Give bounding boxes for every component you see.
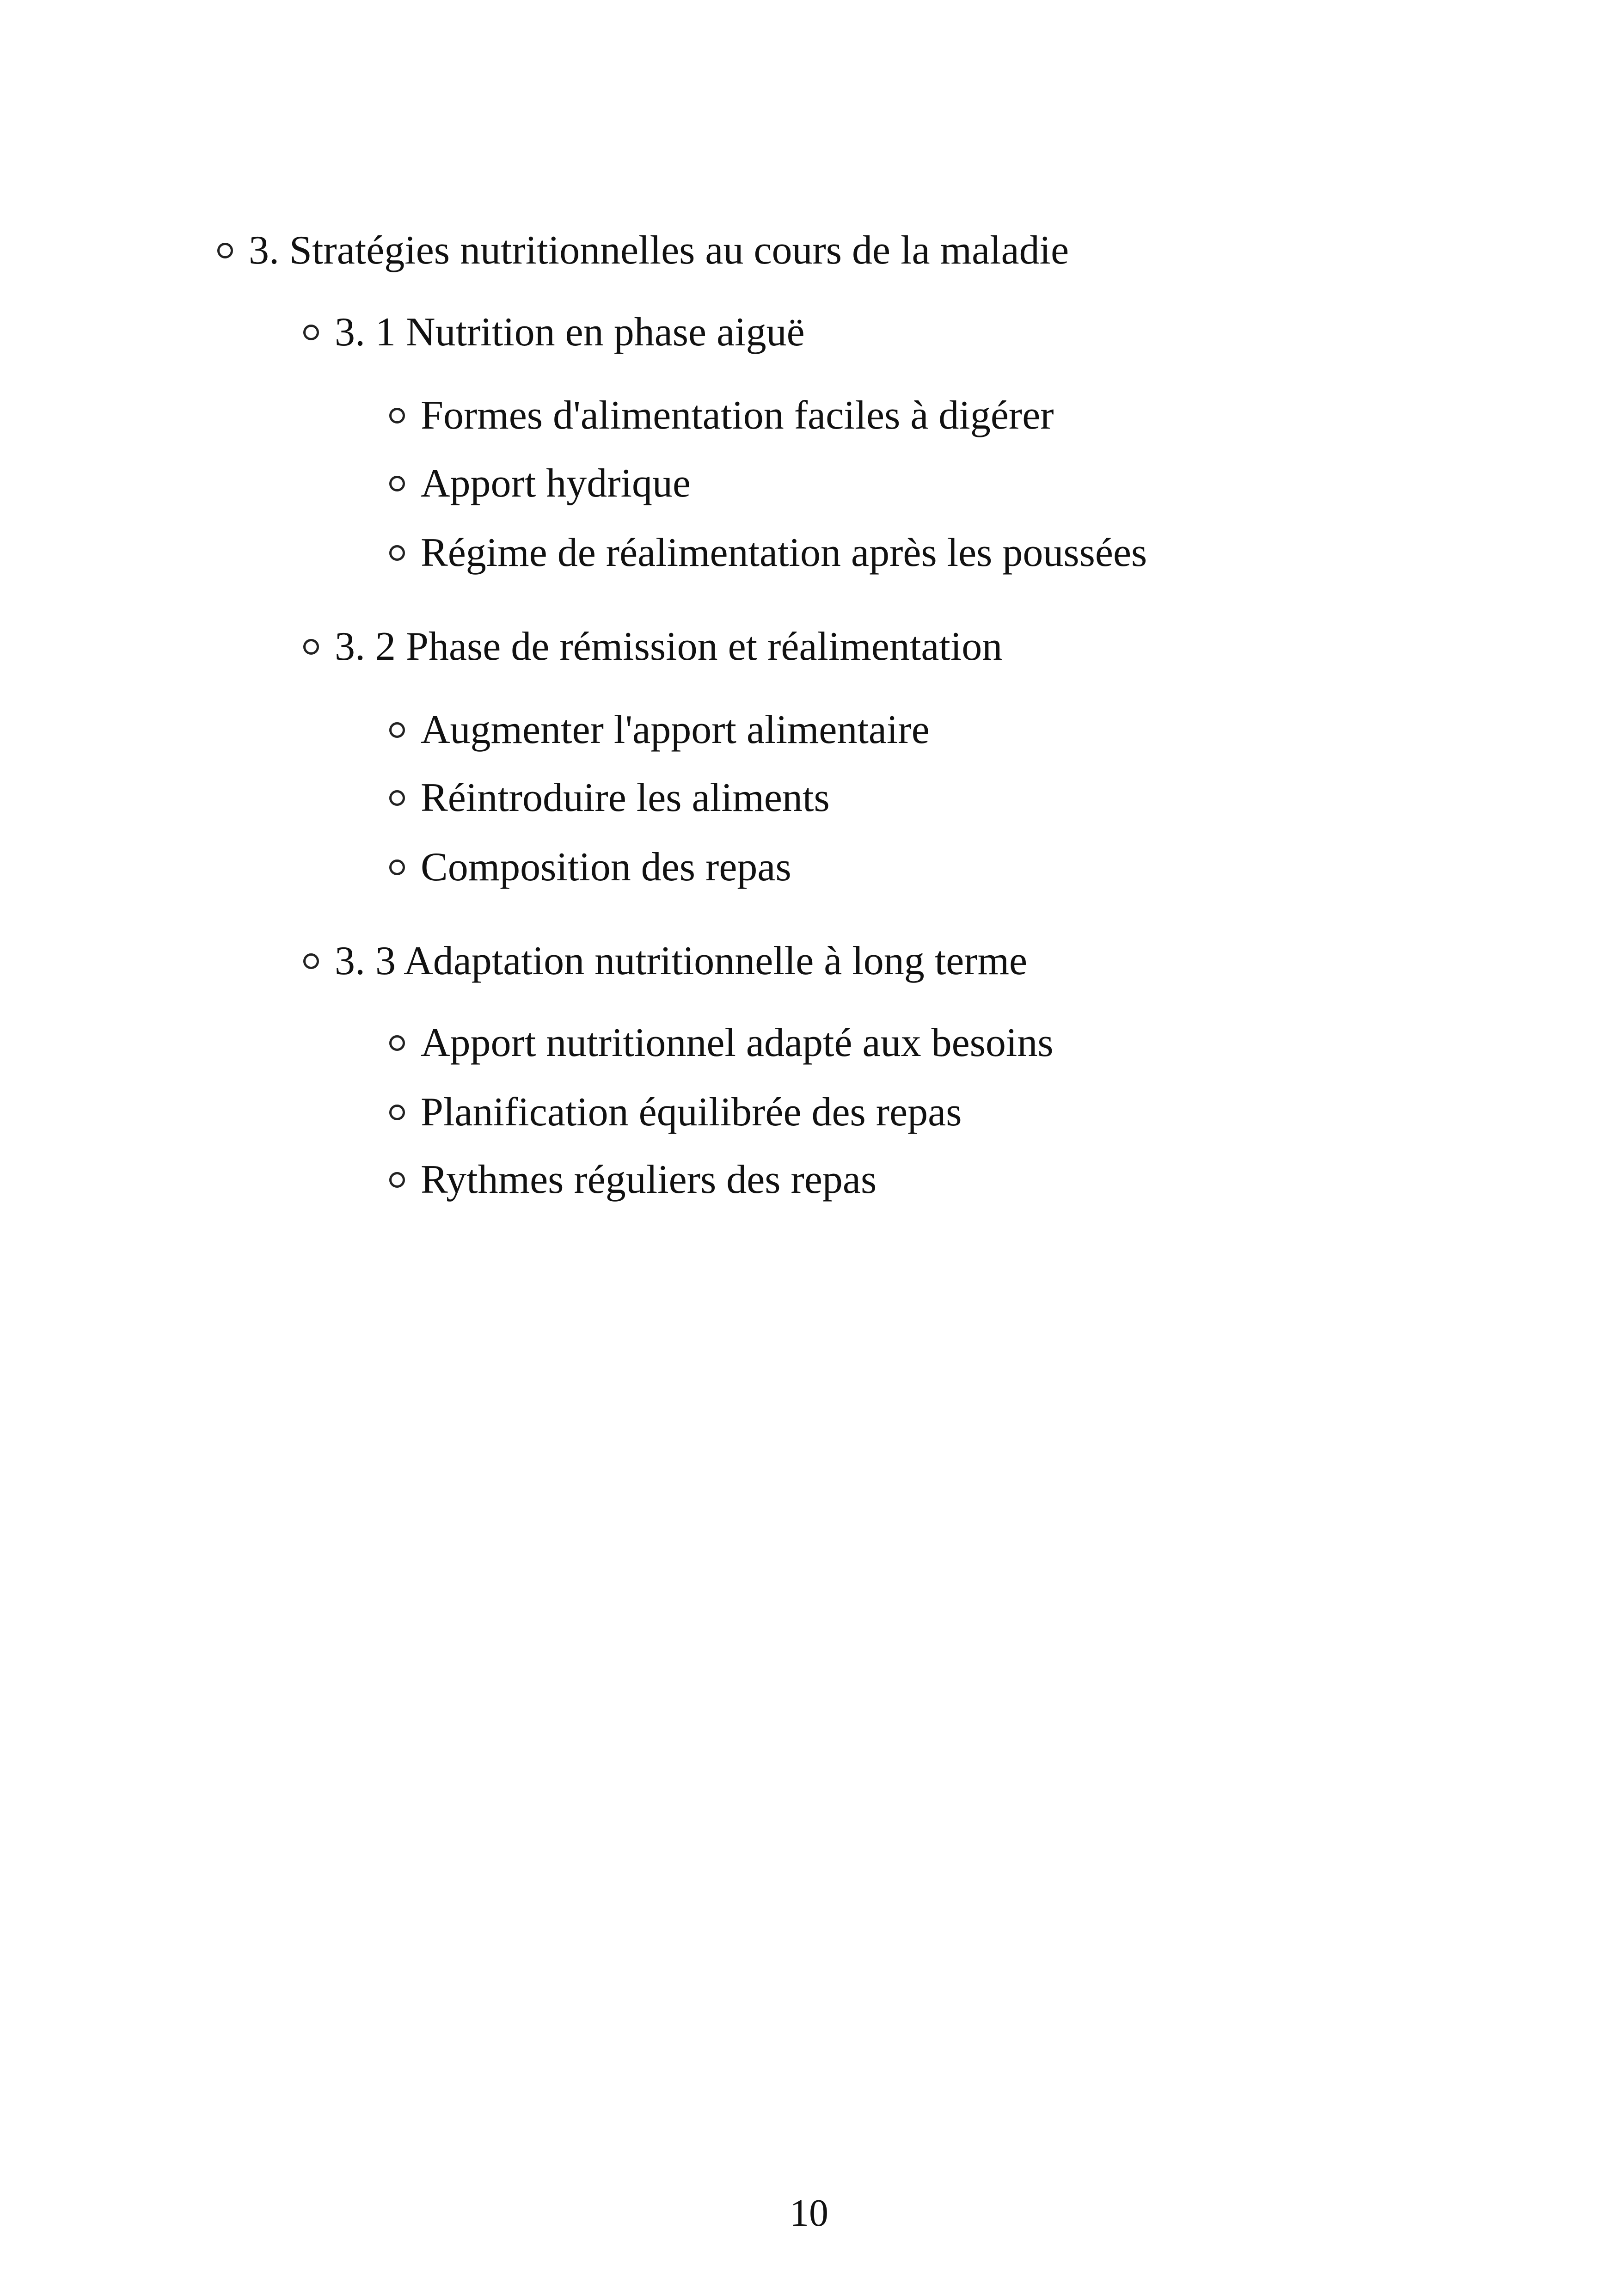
section-title [303, 941, 1027, 982]
outline-heading-text: 3. Stratégies nutritionnelles au cours de la maladie [249, 228, 1069, 273]
circle-bullet-icon [303, 325, 319, 340]
list-item [389, 395, 1054, 436]
list-item-text: Rythmes réguliers des repas [421, 1157, 877, 1202]
circle-bullet-icon [389, 1172, 405, 1188]
circle-bullet-icon [303, 639, 319, 655]
list-item [389, 530, 1147, 575]
circle-bullet-icon [303, 953, 319, 969]
page-number: 10 [790, 2192, 828, 2235]
list-item-text: Apport hydrique [421, 461, 691, 506]
list-item-text: Régime de réalimentation après les poussées [421, 530, 1147, 575]
outline-heading [217, 230, 1069, 271]
list-item [389, 775, 830, 820]
section-title-text: 3. 2 Phase de rémission et réalimentation [335, 624, 1003, 669]
section-title-text: 3. 1 Nutrition en phase aiguë [335, 310, 805, 355]
circle-bullet-icon [389, 545, 405, 561]
circle-bullet-icon [389, 859, 405, 875]
list-item [389, 1020, 1054, 1065]
circle-bullet-icon [217, 243, 233, 258]
circle-bullet-icon [389, 476, 405, 491]
list-item-text: Réintroduire les aliments [421, 775, 830, 820]
list-item-text: Apport nutritionnel adapté aux besoins [421, 1020, 1054, 1065]
list-item [389, 707, 930, 752]
list-item [389, 847, 791, 888]
circle-bullet-icon [389, 1035, 405, 1051]
circle-bullet-icon [389, 722, 405, 738]
circle-bullet-icon [389, 408, 405, 424]
section-title-text: 3. 3 Adaptation nutritionnelle à long terme [335, 939, 1028, 983]
circle-bullet-icon [389, 790, 405, 806]
list-item-text: Augmenter l'apport alimentaire [421, 707, 930, 752]
list-item [389, 1157, 877, 1202]
list-item-text: Planification équilibrée des repas [421, 1090, 962, 1135]
section-title [303, 626, 1002, 667]
section-title [303, 312, 805, 353]
list-item-text: Formes d'alimentation faciles à digérer [421, 393, 1054, 438]
list-item-text: Composition des repas [421, 845, 791, 890]
list-item [389, 1092, 962, 1133]
circle-bullet-icon [389, 1105, 405, 1120]
list-item [389, 463, 691, 504]
